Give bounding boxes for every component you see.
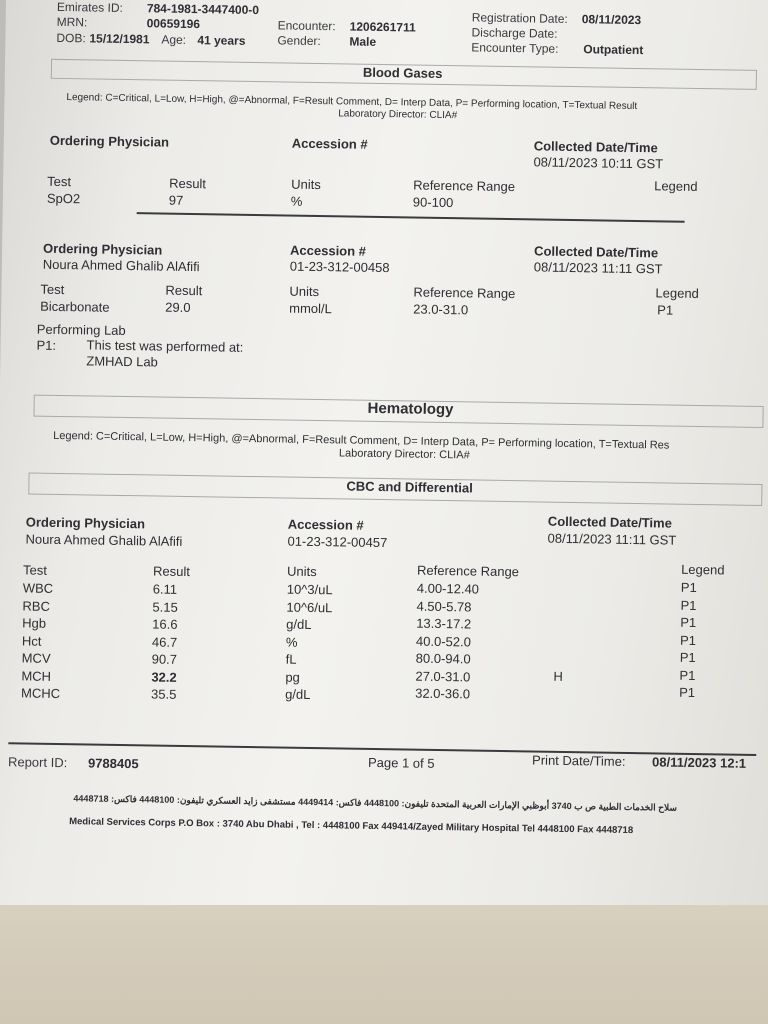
table-row-units: pg <box>285 669 300 685</box>
table-row-test: RBC <box>22 597 51 614</box>
report-id-label: Report ID: <box>7 754 68 771</box>
hem-test-column <box>21 579 62 702</box>
performing-lab-name: ZMHAD Lab <box>86 353 158 370</box>
bg1-ordering-physician-label: Ordering Physician <box>49 132 170 150</box>
bg2-accession-label: Accession # <box>289 242 367 259</box>
hem-range-column <box>415 580 479 703</box>
table-row-result: 32.2 <box>151 668 177 685</box>
bg2-col-units: Units <box>289 283 320 300</box>
gender-label: Gender: <box>277 33 321 49</box>
table-row-range: 27.0-31.0 <box>415 668 471 684</box>
registration-date-label: Registration Date: <box>471 10 568 26</box>
footer-divider <box>8 742 756 756</box>
encounter-value: 1206261711 <box>349 19 416 35</box>
bg2-row-legend: P1 <box>657 302 674 318</box>
table-row-flag: H <box>553 668 563 684</box>
table-row-test: MCH <box>21 667 52 684</box>
table-row-flag <box>554 597 564 615</box>
report-id-value: 9788405 <box>87 755 139 772</box>
table-row-units: g/dL <box>285 686 311 702</box>
age-value: 41 years <box>197 33 246 48</box>
table-row-flag <box>553 685 563 703</box>
table-row-range: 40.0-52.0 <box>415 633 472 649</box>
hem-collected-value: 08/11/2023 11:11 GST <box>547 530 677 548</box>
table-row-range: 80.0-94.0 <box>415 650 471 667</box>
table-row-legend: P1 <box>679 649 696 666</box>
table-row-legend: P1 <box>679 632 697 648</box>
table-row-test: MCV <box>21 650 51 666</box>
table-row-range: 4.50-5.78 <box>416 598 472 614</box>
hem-accession-label: Accession # <box>287 516 364 533</box>
table-row-result: 5.15 <box>152 598 178 615</box>
hem-col-range: Reference Range <box>416 562 520 580</box>
bg1-row-test: SpO2 <box>46 190 81 207</box>
bg2-collected-value: 08/11/2023 11:11 GST <box>533 259 663 277</box>
performing-lab-text: This test was performed at: <box>86 337 244 355</box>
blood-gases-legend: Legend: C=Critical, L=Low, H=High, @=Abnormal, F=Result Comment, D= Interp Data, P= Performing location, T=Textual Result <box>66 92 638 113</box>
table-row-units: 10^3/uL <box>286 581 333 598</box>
hem-col-test: Test <box>22 562 48 578</box>
table-row-test: MCHC <box>21 685 61 702</box>
emirates-id-value: 784-1981-3447400-0 <box>146 1 260 18</box>
registration-date-value: 08/11/2023 <box>581 12 642 28</box>
performing-lab-label: Performing Lab <box>36 321 126 339</box>
dob-label: DOB: <box>56 30 86 46</box>
table-row-result: 90.7 <box>151 651 178 667</box>
bg2-col-range: Reference Range <box>413 284 516 302</box>
bg2-row-result: 29.0 <box>165 299 191 316</box>
table-row-flag <box>554 650 564 668</box>
table-row-units: % <box>285 634 298 650</box>
hematology-legend: Legend: C=Critical, L=Low, H=High, @=Abnormal, F=Result Comment, D= Interp Data, P= Performing location, T=Textual Res <box>53 429 670 452</box>
blood-gases-director: Laboratory Director: CLIA# <box>338 108 458 122</box>
hem-ordering-physician-value: Noura Ahmed Ghalib AlAfifi <box>25 531 183 549</box>
table-row-range: 13.3-17.2 <box>416 615 472 632</box>
bg1-accession-label: Accession # <box>291 135 368 152</box>
hem-col-legend: Legend <box>681 561 725 578</box>
bg2-row-test: Bicarbonate <box>40 298 110 315</box>
bg1-divider <box>137 212 685 223</box>
table-row-range: 4.00-12.40 <box>416 580 480 597</box>
bg1-collected-label: Collected Date/Time <box>533 138 658 156</box>
encounter-label: Encounter: <box>277 18 336 34</box>
performing-lab-code: P1: <box>36 337 57 353</box>
hem-flag-column <box>553 580 564 703</box>
table-row-test: Hct <box>21 632 42 649</box>
bg1-row-units: % <box>290 193 303 209</box>
page-edge <box>0 0 6 905</box>
arabic-address-line: سلاح الخدمات الطبية ص ب 3740 أبوظبي الإمارات العربية المتحدة تليفون: 4448100 فاكس: 4449414 مستشفى زايد العسكري تليفون: 4448100 فاكس: 4448718 <box>73 793 678 813</box>
table-row-units: 10^6/uL <box>286 599 333 615</box>
hem-units-column <box>285 581 333 704</box>
gender-value: Male <box>349 34 377 49</box>
print-datetime-label: Print Date/Time: <box>532 752 626 769</box>
bg2-row-units: mmol/L <box>289 300 332 317</box>
blood-gases-title: Blood Gases <box>362 64 443 81</box>
mrn-label: MRN: <box>56 14 88 30</box>
bg1-col-units: Units <box>291 176 321 193</box>
bg2-accession-value: 01-23-312-00458 <box>289 258 390 276</box>
table-row-flag <box>554 632 564 650</box>
bg1-col-result: Result <box>169 175 207 192</box>
table-row-flag <box>554 615 564 633</box>
table-row-range: 32.0-36.0 <box>415 685 471 702</box>
floor-background <box>0 905 768 1024</box>
bg1-col-legend: Legend <box>654 178 698 194</box>
table-row-units: fL <box>285 651 297 667</box>
table-row-result: 46.7 <box>151 633 178 650</box>
bg2-collected-label: Collected Date/Time <box>534 243 659 261</box>
bg2-ordering-physician-label: Ordering Physician <box>42 240 163 258</box>
age-label: Age: <box>161 32 187 47</box>
table-row-flag <box>555 580 565 598</box>
bg2-col-legend: Legend <box>655 285 699 302</box>
cbc-title: CBC and Differential <box>346 478 473 496</box>
english-address-line: Medical Services Corps P.O Box : 3740 Abu Dhabi , Tel : 4448100 Fax 449414/Zayed Military Hospital Tel 4448100 Fax 4448718 <box>69 816 634 837</box>
hem-ordering-physician-label: Ordering Physician <box>25 514 146 532</box>
bg2-col-test: Test <box>40 281 65 298</box>
emirates-id-label: Emirates ID: <box>56 0 124 15</box>
hem-result-column <box>151 580 178 703</box>
bg1-row-result: 97 <box>168 192 184 208</box>
hematology-director: Laboratory Director: CLIA# <box>338 447 470 462</box>
discharge-date-label: Discharge Date: <box>471 25 558 41</box>
table-row-result: 16.6 <box>152 616 178 632</box>
hematology-title: Hematology <box>367 399 454 419</box>
encounter-type-label: Encounter Type: <box>471 40 559 56</box>
table-row-test: Hgb <box>22 615 47 631</box>
bg1-col-test: Test <box>47 173 72 190</box>
hem-collected-label: Collected Date/Time <box>547 513 673 531</box>
table-row-result: 6.11 <box>152 581 178 597</box>
mrn-value: 00659196 <box>146 16 201 32</box>
table-row-legend: P1 <box>680 579 697 596</box>
table-row-test: WBC <box>22 580 54 596</box>
table-row-result: 35.5 <box>151 686 177 702</box>
table-row-units: g/dL <box>286 616 312 632</box>
page-number: Page 1 of 5 <box>367 754 435 771</box>
hem-legend-column <box>679 579 697 702</box>
bg1-col-range: Reference Range <box>413 177 516 195</box>
hem-accession-value: 01-23-312-00457 <box>287 533 388 551</box>
bg1-collected-value: 08/11/2023 10:11 GST <box>533 154 664 172</box>
table-row-legend: P1 <box>679 684 696 701</box>
dob-value: 15/12/1981 <box>89 31 150 47</box>
bg2-ordering-physician-value: Noura Ahmed Ghalib AlAfifi <box>42 256 200 275</box>
hem-col-result: Result <box>152 563 191 580</box>
bg2-col-result: Result <box>165 282 203 299</box>
hem-col-units: Units <box>286 563 317 580</box>
encounter-type-value: Outpatient <box>583 42 644 58</box>
table-row-legend: P1 <box>680 597 697 613</box>
bg2-row-range: 23.0-31.0 <box>413 301 469 318</box>
table-row-legend: P1 <box>680 614 697 631</box>
table-row-legend: P1 <box>679 667 696 683</box>
print-datetime-value: 08/11/2023 12:1 <box>651 754 747 771</box>
bg1-row-range: 90-100 <box>412 194 454 211</box>
